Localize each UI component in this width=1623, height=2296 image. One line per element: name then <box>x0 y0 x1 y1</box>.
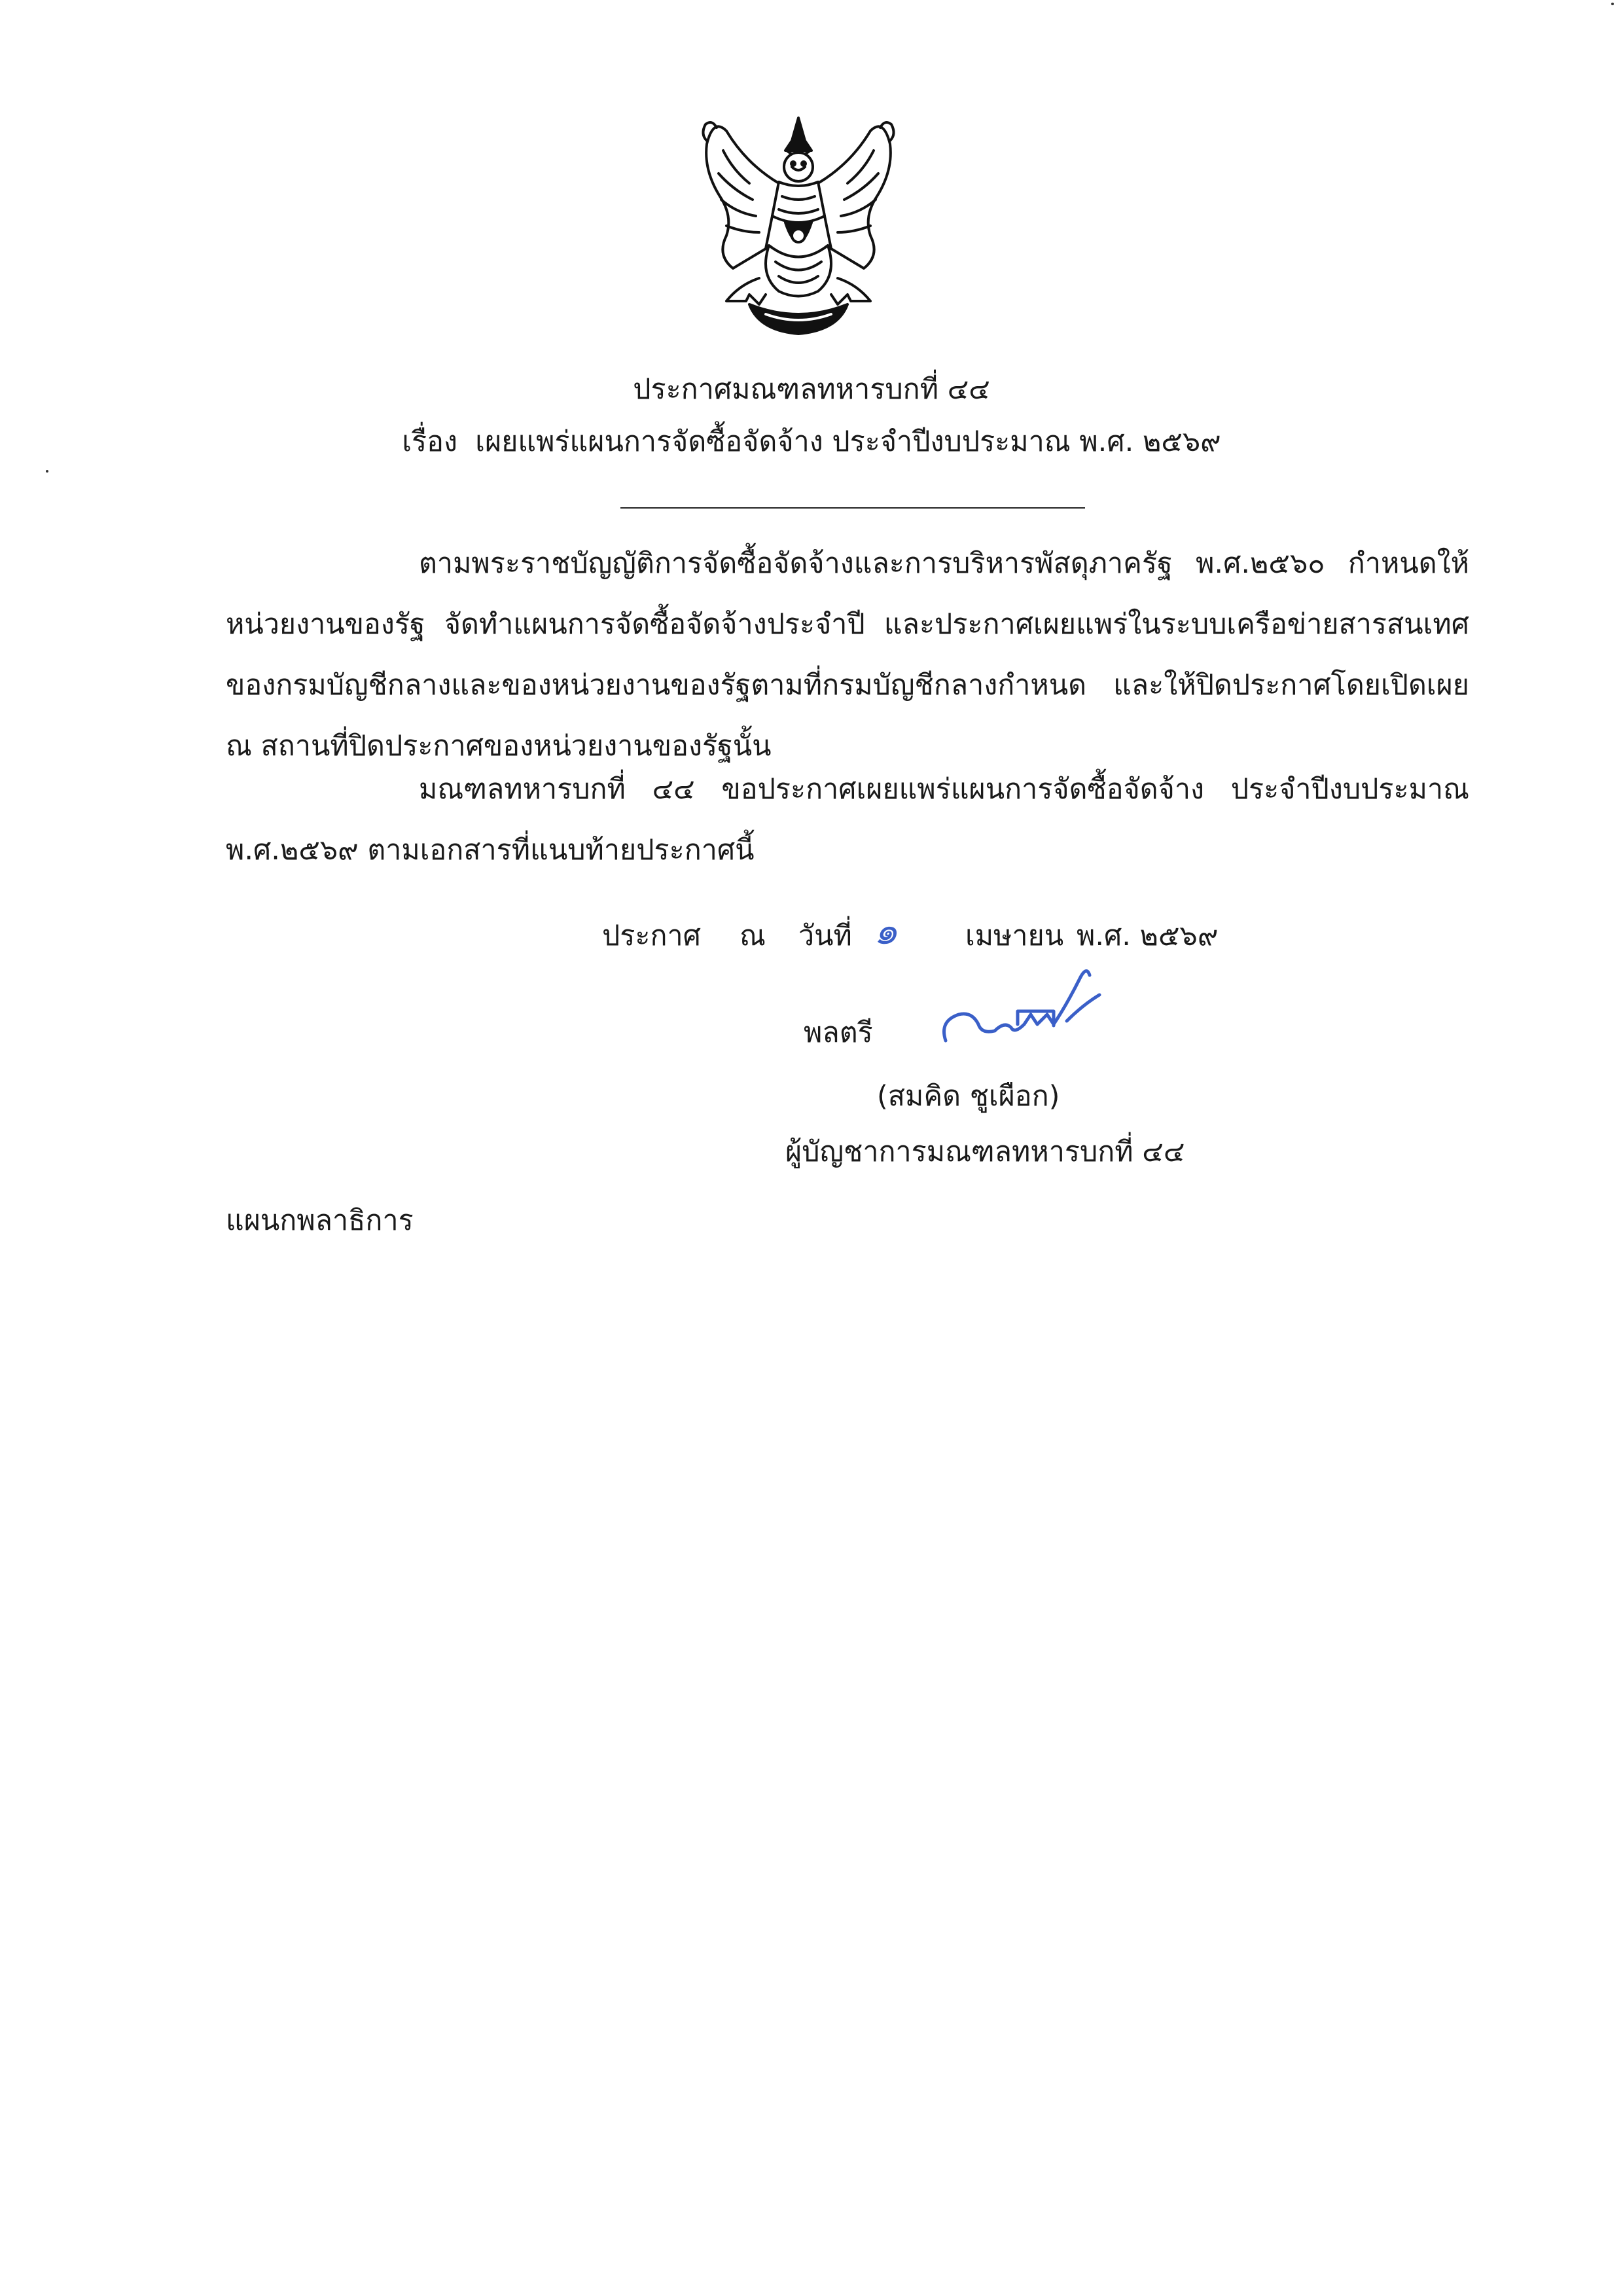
announce-year: พ.ศ. ๒๕๖๙ <box>1077 920 1219 952</box>
subject-text: เผยแพร่แผนการจัดซื้อจัดจ้าง ประจำปีงบประมาณ พ.ศ. ๒๕๖๙ <box>475 425 1221 458</box>
paragraph-1 <box>226 533 1469 777</box>
subject-label: เรื่อง <box>402 425 457 458</box>
paragraph-1-text: ตามพระราชบัญญัติการจัดซื้อจัดจ้างและการบริหารพัสดุภาครัฐ พ.ศ.๒๕๖๐ กำหนดให้หน่วยงานของรัฐ จัดทำแผนการจัดซื้อจัดจ้างประจำปี และประกาศเผยแพร่ในระบบเครือข่ายสารสนเทศของกรมบัญชีกลางและของหน่วยงานของรัฐตามที่กรมบัญชีกลางกำหนด และให้ปิดประกาศโดยเปิดเผย ณ สถานที่ปิดประกาศของหน่วยงานของรัฐนั้น <box>226 547 1469 762</box>
scan-speck <box>46 470 48 473</box>
announce-month: เมษายน <box>965 920 1064 952</box>
garuda-emblem-icon <box>687 105 910 340</box>
signer-rank: พลตรี <box>804 1016 873 1049</box>
announce-day-label: วันที่ <box>798 920 852 952</box>
department-label: แผนกพลาธิการ <box>226 1204 414 1237</box>
signer-position: ผู้บัญชาการมณฑลทหารบกที่ ๔๔ <box>785 1136 1185 1168</box>
announce-at: ณ <box>740 920 766 952</box>
handwritten-signature <box>933 959 1103 1057</box>
announce-day-handwritten: ๑ <box>874 908 898 953</box>
title-divider <box>620 507 1085 509</box>
announcement-subject-line <box>0 422 1623 461</box>
paragraph-2 <box>226 759 1469 881</box>
signer-name: (สมคิด ชูเผือก) <box>877 1080 1060 1113</box>
announce-prefix: ประกาศ <box>602 920 701 952</box>
paragraph-2-text: มณฑลทหารบกที่ ๔๔ ขอประกาศเผยแพร่แผนการจัดซื้อจัดจ้าง ประจำปีงบประมาณ พ.ศ.๒๕๖๙ ตามเอกสารที่แนบท้ายประกาศนี้ <box>226 773 1469 867</box>
announcement-title: ประกาศมณฑลทหารบกที่ ๔๔ <box>633 373 990 406</box>
scan-speck <box>1611 3 1614 5</box>
